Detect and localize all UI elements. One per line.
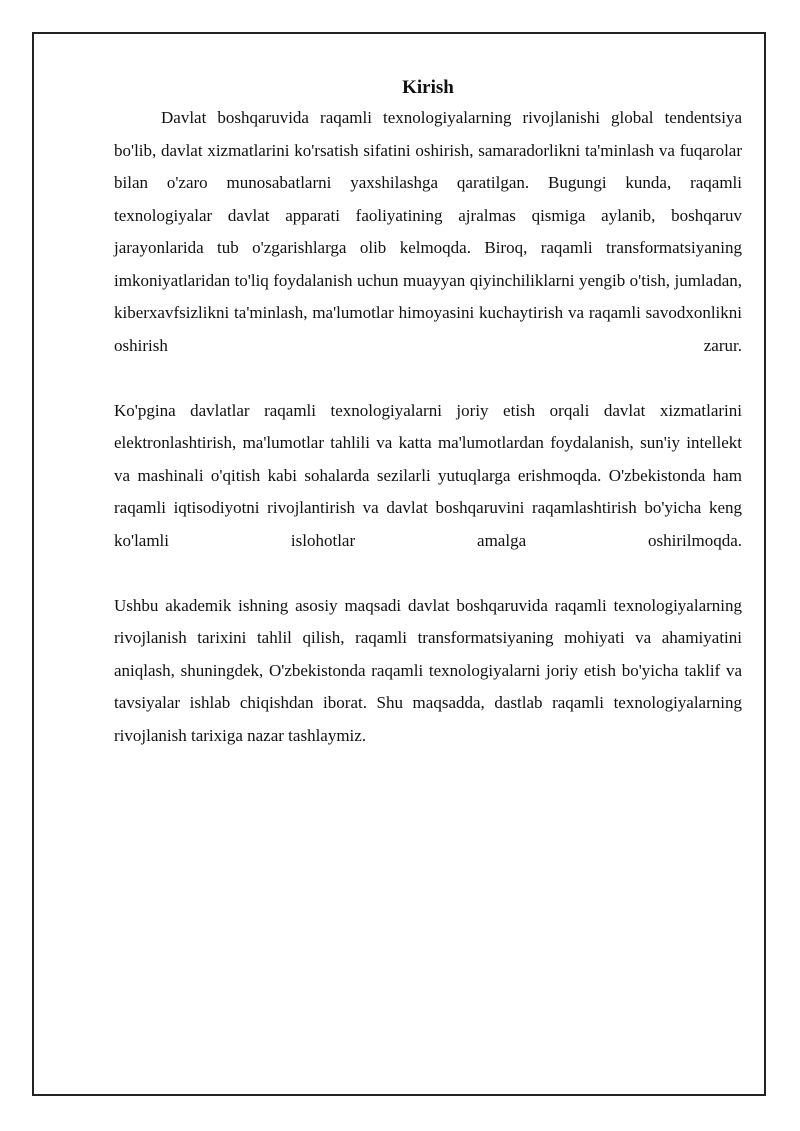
paragraph-intro: Davlat boshqaruvida raqamli texnologiyalarning rivojlanishi global tendentsiya bo'lib, davlat xizmatlarini ko'rsatish sifatini oshirish, samaradorlikni ta'minlash va fuqarolar bilan o'zaro munosabatlarni yaxshilashga qaratilgan. Bugungi kunda, raqamli texnologiyalar davlat apparati faoliyatining ajralmas qismiga aylanib, boshqaruv jarayonlarida tub o'zgarishlarga olib kelmoqda. Biroq, raqamli transformatsiyaning imkoniyatlaridan to'liq foydalanish uchun muayyan qiyinchiliklarni yengib o'tish, jumladan, kiberxavfsizlikni ta'minlash, ma'lumotlar himoyasini kuchaytirish va raqamli savodxonlikni oshirish zarur.: [114, 108, 742, 355]
paragraph-purpose: Ushbu akademik ishning asosiy maqsadi davlat boshqaruvida raqamli texnologiyalarning rivojlanish tarixini tahlil qilish, raqamli transformatsiyaning mohiyati va ahamiyatini aniqlash, shuningdek, O'zbekistonda raqamli texnologiyalarni joriy etish bo'yicha taklif va tavsiyalar ishlab chiqishdan iborat. Shu maqsadda, dastlab raqamli texnologiyalarning rivojlanish tarixiga nazar tashlaymiz.: [114, 595, 742, 745]
document-body: [114, 74, 742, 752]
paragraph-spacer: [114, 557, 742, 590]
document-title: Kirish: [402, 77, 454, 98]
paragraph-spacer: [114, 362, 742, 395]
paragraph-countries: Ko'pgina davlatlar raqamli texnologiyalarni joriy etish orqali davlat xizmatlarini elektronlashtirish, ma'lumotlar tahlili va katta ma'lumotlardan foydalanish, sun'iy intellekt va mashinali o'qitish kabi sohalarda sezilarli yutuqlarga erishmoqda. O'zbekistonda ham raqamli iqtisodiyotni rivojlantirish va davlat boshqaruvini raqamlashtirish bo'yicha keng ko'lamli islohotlar amalga oshirilmoqda.: [114, 400, 742, 550]
